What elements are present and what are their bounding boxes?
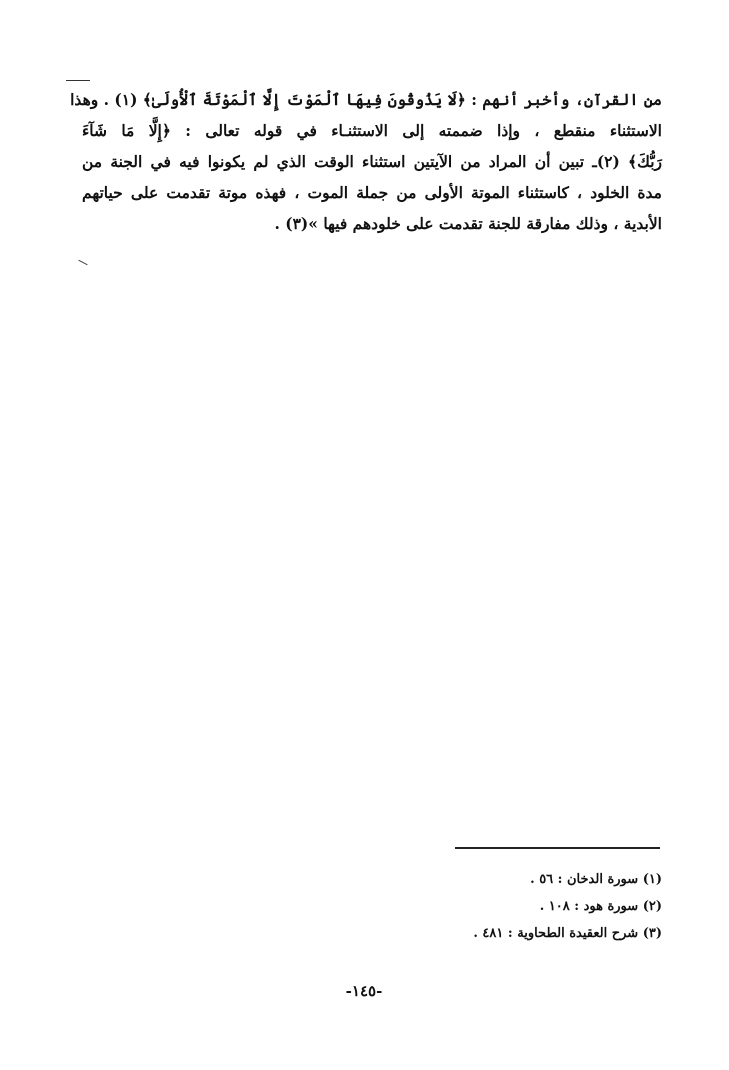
margin-mark-top: [66, 80, 90, 81]
main-text-block: [70, 84, 662, 239]
text-line-4: مدة الخلود ، كاستثناء الموتة الأولى من جملة الموت ، فهذه موتة تقدمت على حياتهم: [82, 183, 662, 202]
text-line-5: الأبدية ، وذلك مفارقة للجنة تقدمت على خلودهم فيها »(٣) .: [274, 214, 662, 233]
footnote-1: (١) سورة الدخان : ٥٦ .: [530, 872, 662, 887]
text-line-3: رَبُّكَ﴾ (٢)ـ تبين أن المراد من الآيتين استثناء الوقت الذي لم يكونوا فيه في الجنة من: [82, 152, 662, 171]
margin-mark-side: [78, 260, 87, 266]
footnote-separator: [455, 847, 660, 849]
text-line-1: من القرآن، وأخبر أنهم : ﴿لَا يَذُوقُونَ فِيهَا ٱلْمَوْتَ إِلَّا ٱلْمَوْتَةَ ٱلْأُولَىٰ﴾ (١) . وهذا: [70, 90, 662, 109]
page-number: -١٤٥-: [345, 982, 383, 1000]
footnote-3: (٣) شرح العقيدة الطحاوية : ٤٨١ .: [473, 926, 662, 941]
footnotes-block: [300, 866, 662, 947]
text-line-2: الاستثناء منقطع ، وإذا ضممته إلى الاستثنـاء في قوله تعالى : ﴿إِلَّا مَا شَآءَ: [82, 121, 662, 140]
footnote-2: (٢) سورة هود : ١٠٨ .: [539, 899, 662, 914]
